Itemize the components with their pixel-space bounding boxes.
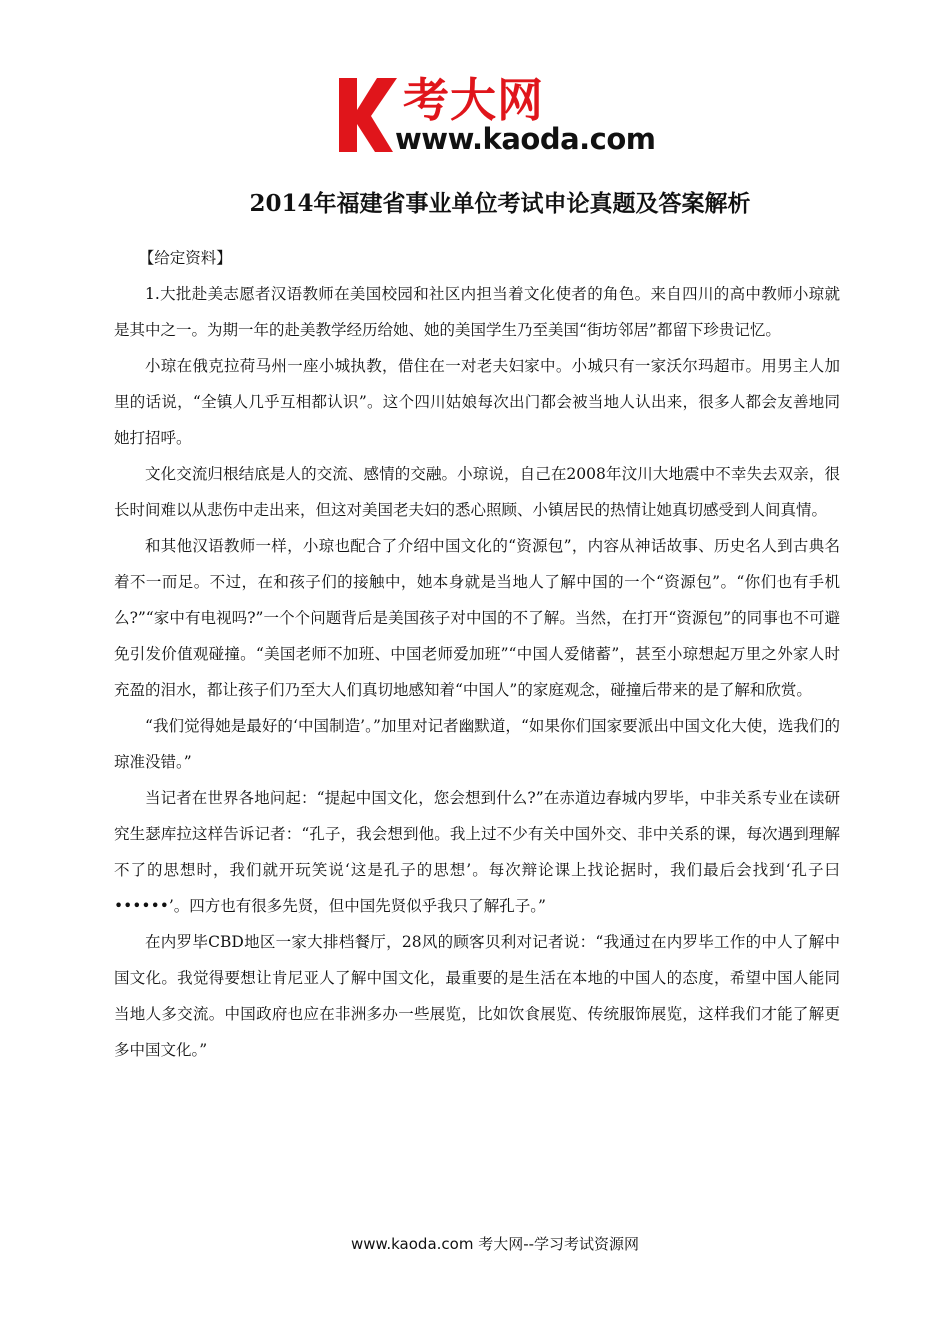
k-mark-icon xyxy=(337,74,401,156)
paragraph: 小琼在俄克拉荷马州一座小城执教，借住在一对老夫妇家中。小城只有一家沃尔玛超市。用男主人加里的话说，“全镇人几乎互相都认识”。这个四川姑娘每次出门都会被当地人认出来，很多人都会友善地同她打招呼。 xyxy=(114,357,840,447)
page-title: 2014年福建省事业单位考试申论真题及答案解析 xyxy=(249,190,751,217)
document-body xyxy=(114,240,840,1068)
paragraph: 1.大批赴美志愿者汉语教师在美国校园和社区内担当着文化使者的角色。来自四川的高中教师小琼就是其中之一。为期一年的赴美教学经历给她、她的美国学生乃至美国“街坊邻居”都留下珍贵记忆。 xyxy=(114,285,840,339)
paragraph: 当记者在世界各地问起：“提起中国文化，您会想到什么?”在赤道边春城内罗毕，中非关系专业在读研究生瑟库拉这样告诉记者：“孔子，我会想到他。我上过不少有关中国外交、非中关系的课，每次遇到理解不了的思想时，我们就开玩笑说‘这是孔子的思想’。每次辩论课上找论据时，我们最后会找到‘孔子曰••••••’。四方也有很多先贤，但中国先贤似乎我只了解孔子。” xyxy=(114,789,840,915)
paragraph: “我们觉得她是最好的‘中国制造’。”加里对记者幽默道，“如果你们国家要派出中国文化大使，选我们的琼准没错。” xyxy=(114,717,840,771)
paragraph: 在内罗毕CBD地区一家大排档餐厅，28风的顾客贝利对记者说：“我通过在内罗毕工作的中人了解中国文化。我觉得要想让肯尼亚人了解中国文化，最重要的是生活在本地的中国人的态度，希望中国人能同当地人多交流。中国政府也应在非洲多办一些展览，比如饮食展览、传统服饰展览，这样我们才能了解更多中国文化。” xyxy=(114,933,840,1059)
logo-url: www.kaoda.com xyxy=(395,122,656,156)
page-footer: www.kaoda.com 考大网--学习考试资源网 xyxy=(350,1235,640,1253)
paragraph: 文化交流归根结底是人的交流、感情的交融。小琼说，自己在2008年汶川大地震中不幸失去双亲，很长时间难以从悲伤中走出来，但这对美国老夫妇的悉心照顾、小镇居民的热情让她真切感受到人间真情。 xyxy=(114,465,840,519)
paragraph: 和其他汉语教师一样，小琼也配合了介绍中国文化的“资源包”，内容从神话故事、历史名人到古典名着不一而足。不过，在和孩子们的接触中，她本身就是当地人了解中国的一个“资源包”。“你们也有手机么?”“家中有电视吗?”一个个问题背后是美国孩子对中国的不了解。当然，在打开“资源包”的同事也不可避免引发价值观碰撞。“美国老师不加班、中国老师爱加班”“中国人爱储蓄”，甚至小琼想起万里之外家人时充盈的泪水，都让孩子们乃至大人们真切地感知着“中国人”的家庭观念，碰撞后带来的是了解和欣赏。 xyxy=(114,537,840,699)
section-label: 【给定资料】 xyxy=(138,249,232,267)
logo-text: 考大网 xyxy=(403,73,544,127)
kaoda-logo xyxy=(337,74,657,156)
